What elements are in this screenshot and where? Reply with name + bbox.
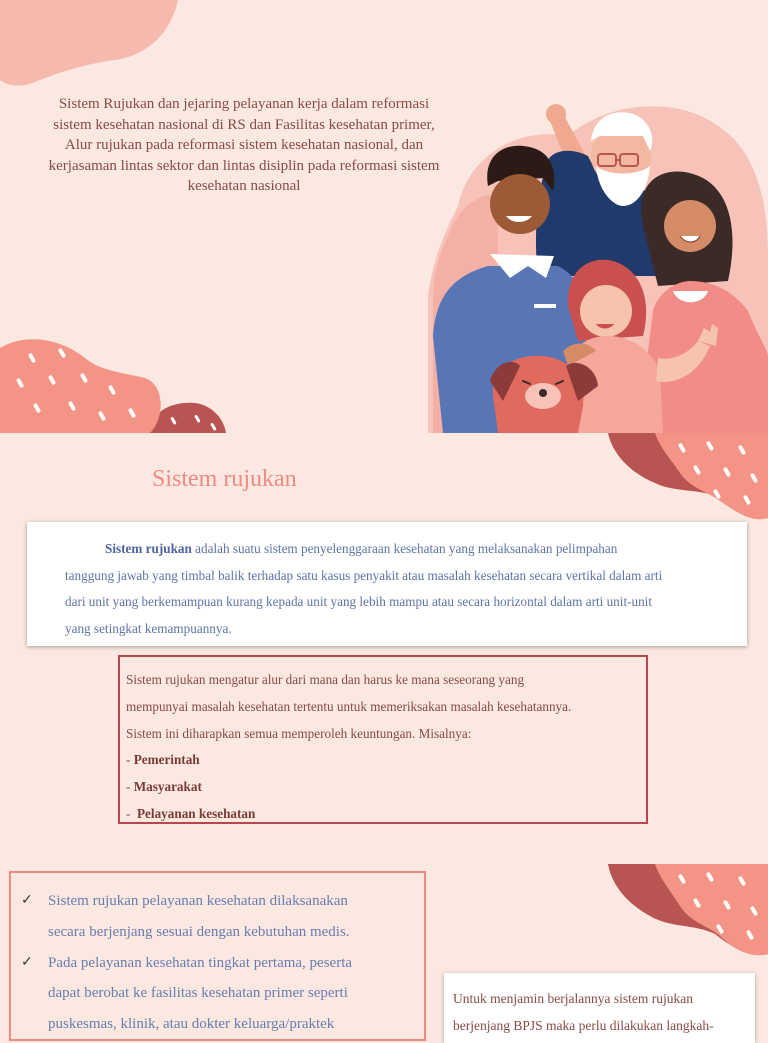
list-line: puskesmas, klinik, atau dokter keluarga/praktek [48, 1016, 335, 1033]
beneficiary-item: - Masyarakat [126, 779, 202, 795]
list-line: Pada pelayanan kesehatan tingkat pertama, peserta [48, 954, 353, 971]
definition-line: dari unit yang berkemampuan kurang kepada unit yang lebih mampu atau secara horizontal dalam arti unit-unit [65, 594, 653, 609]
list-item [21, 948, 424, 1040]
list-item [21, 886, 424, 948]
definition-term: Sistem rujukan [105, 541, 192, 556]
intro-line: kerjasaman lintas sektor dan lintas disiplin pada reformasi sistem [48, 157, 440, 174]
definition-line: yang setingkat kemampuannya. [65, 620, 232, 636]
details-line: mempunyai masalah kesehatan tertentu untuk memeriksakan masalah kesehatannya. [126, 698, 572, 714]
intro-line: Sistem Rujukan dan jejaring pelayanan kerja dalam reformasi [58, 96, 430, 112]
intro-line: Alur rujukan pada reformasi sistem kesehatan nasional, dan [64, 137, 424, 153]
decorative-blob-bottom-left [0, 333, 230, 433]
details-line: Sistem rujukan mengatur alur dari mana dan harus ke mana seseorang yang [126, 672, 525, 687]
family-illustration [428, 96, 768, 433]
check-icon: ✓ [21, 954, 33, 970]
cover-slide [0, 0, 768, 433]
beneficiary-item: - Pemerintah [126, 752, 200, 768]
intro-line: kesehatan nasional [187, 178, 301, 194]
section-title: Sistem rujukan [152, 466, 297, 492]
definition-text: adalah suatu sistem penyelenggaraan kesehatan yang melaksanakan pelimpahan [191, 541, 618, 556]
note-line: Untuk menjamin berjalannya sistem rujukan [453, 991, 693, 1006]
list-line: secara berjenjang sesuai dengan kebutuhan medis. [48, 923, 350, 940]
intro-paragraph [18, 94, 470, 197]
note-line: berjenjang BPJS maka perlu dilakukan langkah- [453, 1018, 714, 1033]
decorative-blob-top-right [600, 433, 768, 523]
intro-line: sistem kesehatan nasional di RS dan Fasilitas kesehatan primer, [53, 116, 435, 133]
details-line: Sistem ini diharapkan semua memperoleh keuntungan. Misalnya: [126, 725, 472, 741]
check-icon: ✓ [21, 893, 33, 908]
list-line: dapat berobat ke fasilitas kesehatan primer seperti [48, 985, 348, 1002]
tiered-referral-list [9, 871, 426, 1041]
definition-box [27, 522, 747, 646]
definition-line: tanggung jawab yang timbal balik terhadap satu kasus penyakit atau masalah kesehatan secara vertikal dalam arti [65, 567, 663, 583]
bpjs-note-box [444, 973, 755, 1043]
beneficiary-item: - Pelayanan kesehatan [126, 805, 256, 821]
list-line: Sistem rujukan pelayanan kesehatan dilaksanakan [48, 893, 348, 909]
decorative-blob-top-left [0, 0, 190, 90]
referral-details-box [118, 655, 648, 824]
decorative-blob-right [600, 864, 768, 959]
definition-line [65, 536, 747, 563]
